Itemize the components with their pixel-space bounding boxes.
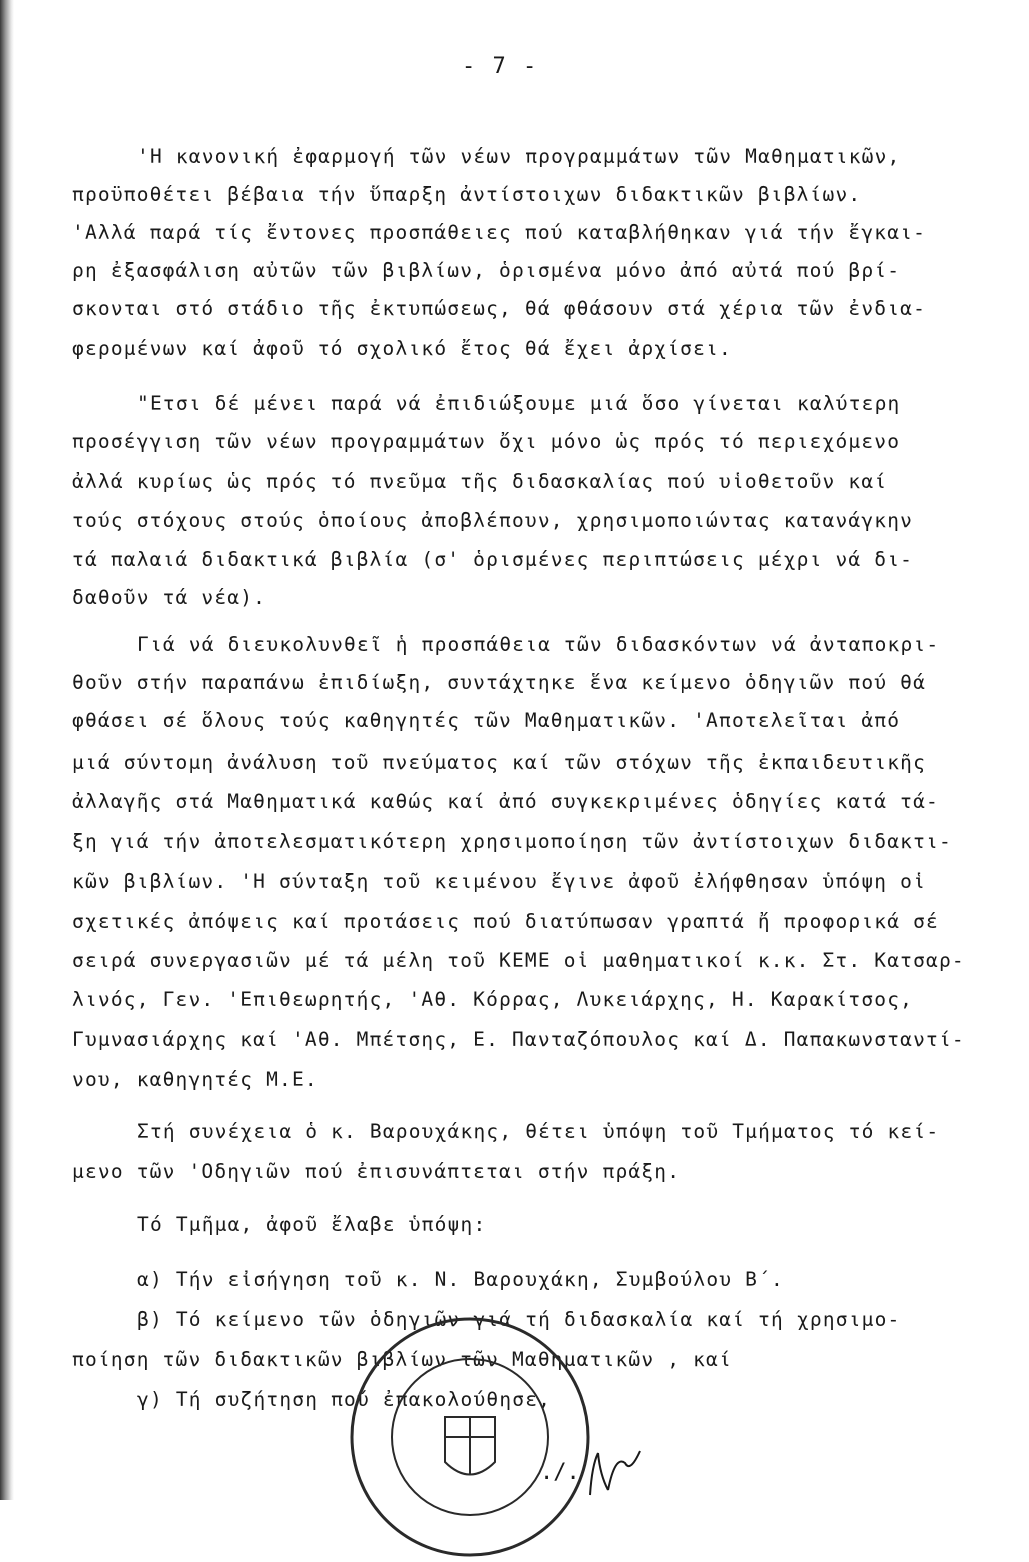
text-line: ἀλλά κυρίως ὡς πρός τό πνεῦμα τῆς διδασκαλίας πού υἱοθετοῦν καί [72, 470, 888, 493]
text-line: "Ετσι δέ μένει παρά νά ἐπιδιώξουμε μιά ὅσο γίνεται καλύτερη [137, 392, 901, 415]
text-line: φερομένων καί ἀφοῦ τό σχολικό ἔτος θά ἔχει ἀρχίσει. [72, 337, 732, 360]
text-line: δαθοῦν τά νέα). [72, 586, 267, 609]
text-line: τά παλαιά διδακτικά βιβλία (σ' ὁρισμένες περιπτώσεις μέχρι νά δι- [72, 548, 914, 571]
text-line: 'Η κανονική ἐφαρμογή τῶν νέων προγραμμάτων τῶν Μαθηματικῶν, [137, 145, 901, 168]
text-line: ξη γιά τήν ἀποτελεσματικότερη χρησιμοποίηση τῶν ἀντίστοιχων διδακτι- [72, 830, 952, 853]
text-line: 'Αλλά παρά τίς ἔντονες προσπάθειες πού καταβλήθηκαν γιά τήν ἔγκαι- [72, 221, 927, 244]
text-line: φθάσει σέ ὅλους τούς καθηγητές τῶν Μαθηματικῶν. 'Αποτελεῖται ἀπό [72, 709, 901, 732]
text-line: ρη ἐξασφάλιση αὐτῶν τῶν βιβλίων, ὁρισμένα μόνο ἀπό αὐτά πού βρί- [72, 259, 901, 282]
official-seal-stamp [345, 1312, 595, 1562]
text-line: Τό Τμῆμα, ἀφοῦ ἔλαβε ὑπόψη: [137, 1213, 487, 1236]
page-number: - 7 - [462, 54, 539, 79]
text-line: Γιά νά διευκολυνθεῖ ἡ προσπάθεια τῶν διδασκόντων νά ἀνταποκρι- [137, 633, 940, 656]
text-line: θοῦν στήν παραπάνω ἐπιδίωξη, συντάχτηκε ἕνα κείμενο ὁδηγιῶν πού θά [72, 671, 927, 694]
text-line: ποίηση τῶν διδακτικῶν βιβλίων τῶν Μαθηματικῶν , καί [72, 1348, 732, 1371]
text-line: προϋποθέτει βέβαια τήν ὕπαρξη ἀντίστοιχων διδακτικῶν βιβλίων. [72, 183, 862, 206]
text-line: σειρά συνεργασιῶν μέ τά μέλη τοῦ ΚΕΜΕ οἱ μαθηματικοί κ.κ. Στ. Κατσαρ- [72, 949, 965, 972]
signature-mark: ./. [540, 1460, 580, 1485]
text-line: νου, καθηγητές Μ.Ε. [72, 1068, 318, 1091]
text-line: Γυμνασιάρχης καί 'Αθ. Μπέτσης, Ε. Πανταζόπουλος καί Δ. Παπακωνσταντί- [72, 1028, 965, 1051]
text-line: μενο τῶν 'Οδηγιῶν πού ἐπισυνάπτεται στήν πράξη. [72, 1160, 681, 1183]
text-line: ἀλλαγῆς στά Μαθηματικά καθώς καί ἀπό συγκεκριμένες ὁδηγίες κατά τά- [72, 790, 939, 813]
text-line: κῶν βιβλίων. 'Η σύνταξη τοῦ κειμένου ἔγινε ἀφοῦ ἐλήφθησαν ὑπόψη οἱ [72, 870, 927, 893]
text-line: λινός, Γεν. 'Επιθεωρητής, 'Αθ. Κόρρας, Λυκειάρχης, Η. Καρακίτσος, [72, 988, 914, 1011]
list-item-b: β) Τό κείμενο τῶν ὁδηγιῶν γιά τή διδασκαλία καί τή χρησιμο- [137, 1308, 901, 1331]
text-line: τούς στόχους στούς ὁποίους ἀποβλέπουν, χρησιμοποιώντας κατανάγκην [72, 509, 914, 532]
page-left-edge [0, 0, 14, 1500]
list-item-c: γ) Τή συζήτηση πού ἐπακολούθησε, [137, 1388, 552, 1411]
text-line: σκονται στό στάδιο τῆς ἐκτυπώσεως, θά φθάσουν στά χέρια τῶν ἐνδια- [72, 297, 927, 320]
text-line: μιά σύντομη ἀνάλυση τοῦ πνεύματος καί τῶν στόχων τῆς ἐκπαιδευτικῆς [72, 751, 927, 774]
text-line: Στή συνέχεια ὁ κ. Βαρουχάκης, θέτει ὑπόψη τοῦ Τμήματος τό κεί- [137, 1120, 940, 1143]
text-line: προσέγγιση τῶν νέων προγραμμάτων ὄχι μόνο ὡς πρός τό περιεχόμενο [72, 430, 901, 453]
text-line: σχετικές ἀπόψεις καί προτάσεις πού διατύπωσαν γραπτά ἤ προφορικά σέ [72, 910, 939, 933]
list-item-a: α) Τήν εἰσήγηση τοῦ κ. Ν. Βαρουχάκη, Συμβούλου Β΄. [137, 1268, 784, 1291]
